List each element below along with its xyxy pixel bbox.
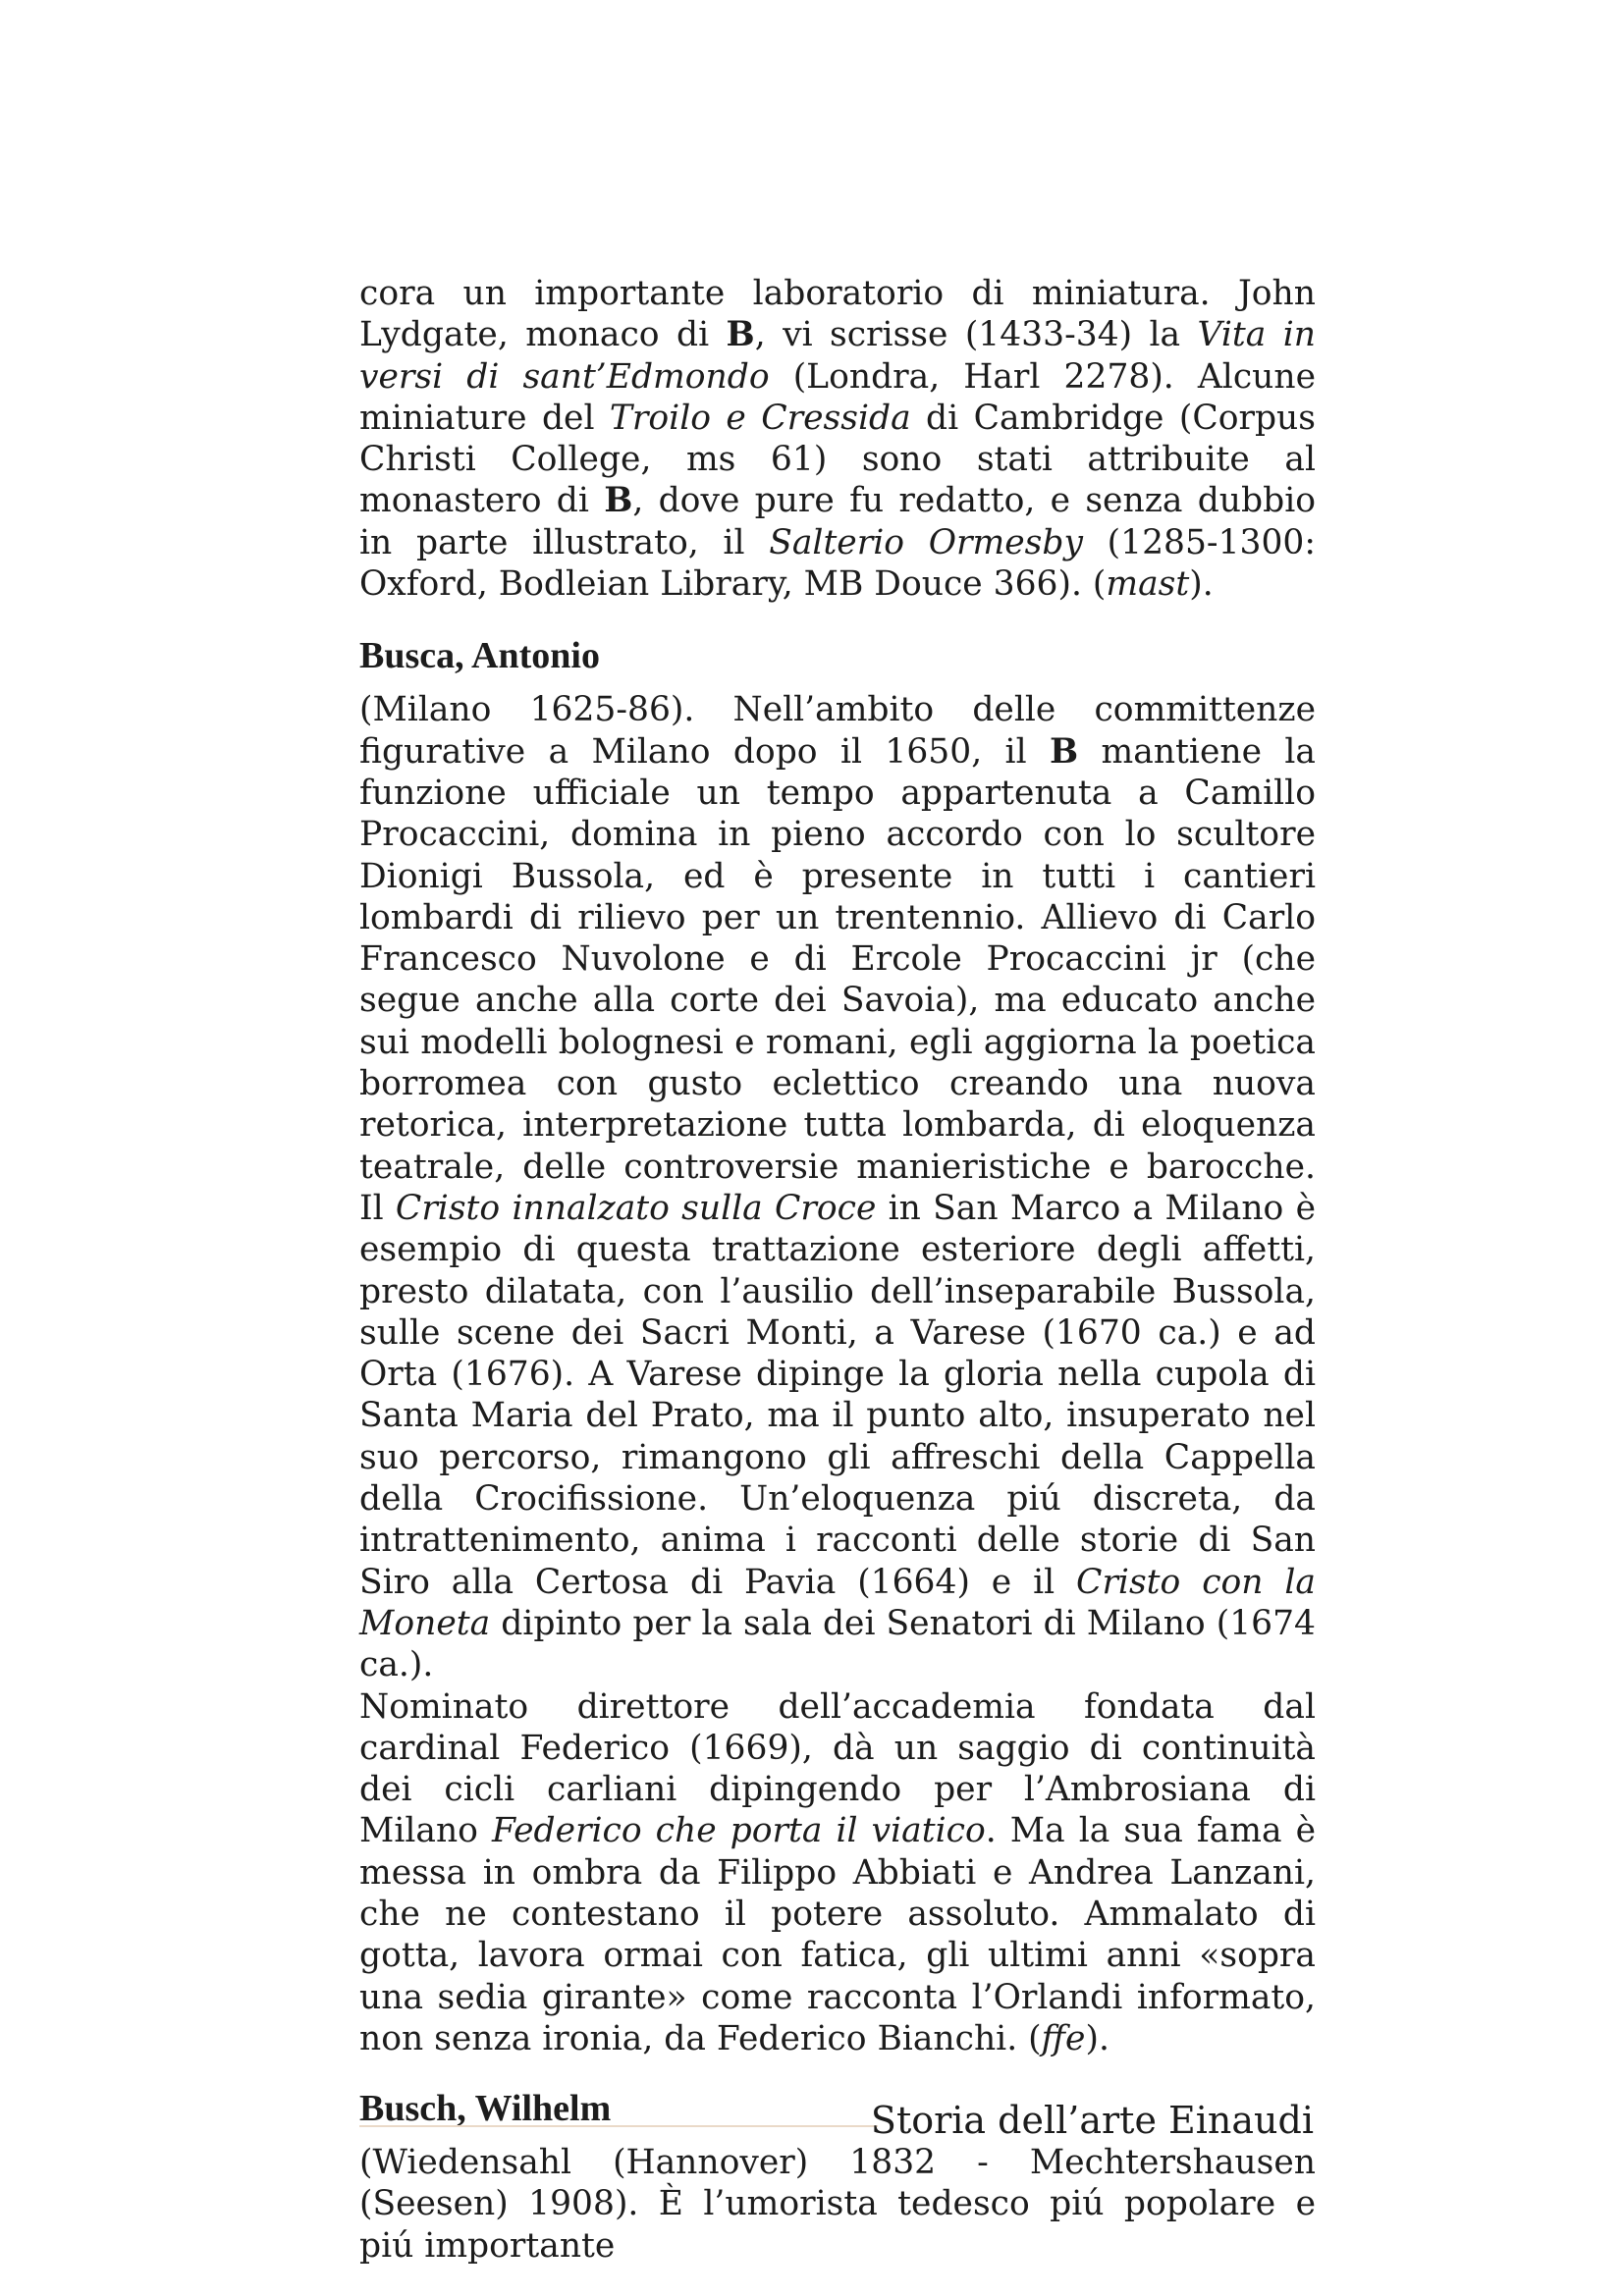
bold-initial: B: [1050, 731, 1079, 772]
busch-paragraph: (Wiedensahl (Hannover) 1832 - Mechtershausen (Seesen) 1908). È l’umorista tedesco piú popolare e piú importante: [359, 2143, 1316, 2266]
entry-title-busch: Busch, Wilhelm: [359, 2088, 612, 2130]
work-title: Federico che porta il viatico: [492, 1811, 986, 1851]
intro-paragraph: cora un importante laboratorio di miniatura. John Lydgate, monaco di B, vi scrisse (1433-34) la Vita in versi di sant’Edmondo (Londra, Harl 2278). Alcune miniature del Troilo e Cressida di Cambridge (Corpus Christi College, ms 61) sono stati attribuite al monastero di B, dove pure fu redatto, e senza dubbio in parte illustrato, il Salterio Ormesby (1285-1300: Oxford, Bodleian Library, MB Douce 366). (mast).: [359, 274, 1317, 605]
work-title: Troilo e Cressida: [609, 398, 911, 438]
busca-paragraph-1: (Milano 1625-86). Nell’ambito delle committenze figurative a Milano dopo il 1650, il B mantiene la funzione ufficiale un tempo appartenuta a Camillo Procaccini, domina in pieno accordo con lo scultore Dionigi Bussola, ed è presente in tutti i cantieri lombardi di rilievo per un trentennio. Allievo di Carlo Francesco Nuvolone e di Ercole Procaccini jr (che segue anche alla corte dei Savoia), ma educato anche sui modelli bolognesi e romani, egli aggiorna la poetica borromea con gusto eclettico creando una nuova retorica, interpretazione tutta lombarda, di eloquenza teatrale, delle controversie manieristiche e barocche. Il Cristo innalzato sulla Croce in San Marco a Milano è esempio di questa trattazione esteriore degli affetti, presto dilatata, con l’ausilio dell’inseparabile Bussola, sulle scene dei Sacri Monti, a Varese (1670 ca.) e ad Orta (1676). A Varese dipinge la gloria nella cupola di Santa Maria del Prato, ma il punto alto, insuperato nel suo percorso, rimangono gli affreschi della Cappella della Crocifissione. Un’eloquenza piú discreta, da intrattenimento, anima i racconti delle storie di San Siro alla Certosa di Pavia (1664) e il Cristo con la Moneta dipinto per la sala dei Senatori di Milano (1674 ca.).: [359, 690, 1316, 1685]
work-title: Cristo innalzato sulla Croce: [395, 1188, 877, 1228]
author-initials: mast: [1106, 564, 1190, 605]
author-initials: ffe: [1041, 2018, 1086, 2058]
work-title: Vita in versi di sant’Edmondo: [359, 315, 1316, 397]
work-title: Salterio Ormesby: [769, 522, 1083, 562]
footer-title: Storia dell’arte Einaudi: [870, 2099, 1314, 2142]
entry-title-busca: Busca, Antonio: [359, 635, 600, 677]
page-body: [359, 273, 1316, 2267]
busca-paragraph-2: Nominato direttore dell’accademia fondata dal cardinal Federico (1669), dà un saggio di continuità dei cicli carliani dipingendo per l’Ambrosiana di Milano Federico che porta il viatico. Ma la sua fama è messa in ombra da Filippo Abbiati e Andrea Lanzani, che ne contestano il potere assoluto. Ammalato di gotta, lavora ormai con fatica, gli ultimi anni «sopra una sedia girante» come racconta l’Orlandi informato, non senza ironia, da Federico Bianchi. (ffe).: [359, 1686, 1316, 2058]
footer-rule: [359, 2125, 878, 2127]
bold-initial: B: [604, 481, 633, 521]
bold-initial: B: [726, 315, 755, 355]
work-title: Cristo con la Moneta: [359, 1562, 1316, 1643]
